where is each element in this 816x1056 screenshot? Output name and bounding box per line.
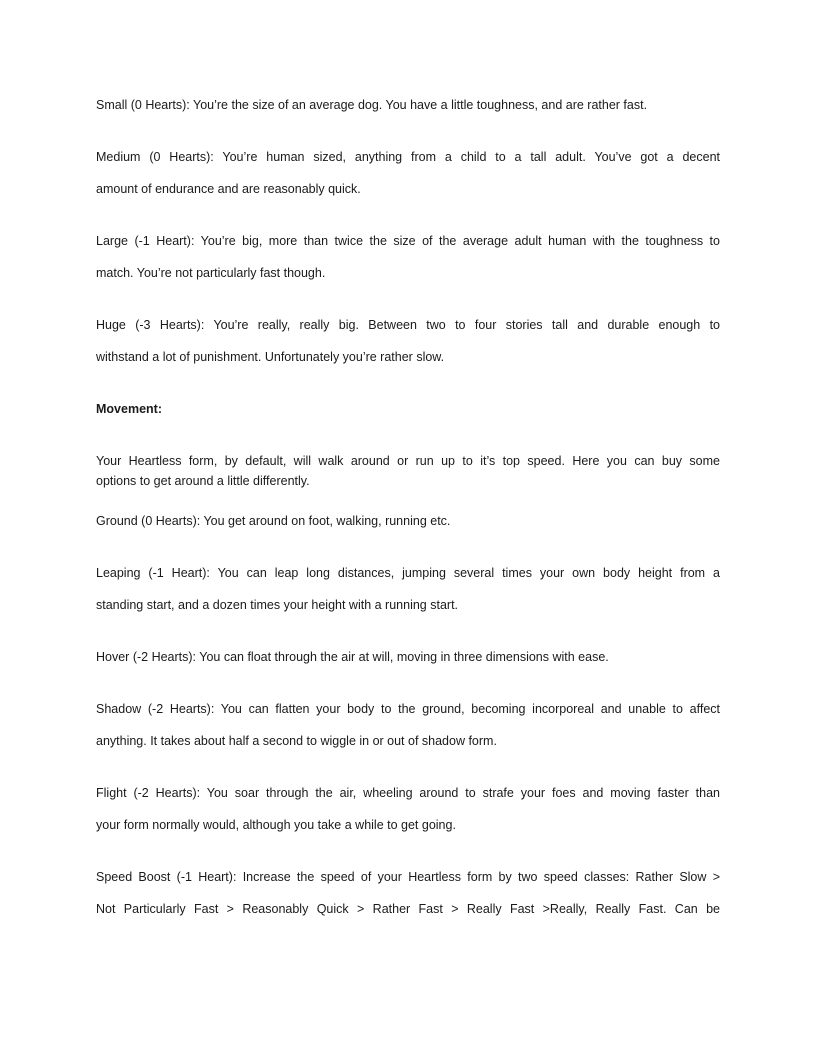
text-line: anything. It takes about half a second to wiggle in or out of shadow form. (96, 734, 497, 748)
text-line: your form normally would, although you take a while to get going. (96, 818, 456, 832)
text-line: Huge (-3 Hearts): You’re really, really big. Between two to four stories tall and durable enough to (96, 318, 720, 332)
heading-text: Movement: (96, 402, 162, 416)
movement-heading (96, 399, 720, 419)
movement-hover-paragraph (96, 647, 720, 667)
text-line: Small (0 Hearts): You’re the size of an average dog. You have a little toughness, and are rather fast. (96, 98, 648, 112)
text-line: Flight (-2 Hearts): You soar through the air, wheeling around to strafe your foes and moving faster than (96, 786, 720, 800)
movement-speed-boost-paragraph (96, 867, 720, 919)
text-line: Hover (-2 Hearts): You can float through the air at will, moving in three dimensions with ease. (96, 650, 609, 664)
text-line: Medium (0 Hearts): You’re human sized, anything from a child to a tall adult. You’ve got a decent (96, 150, 720, 164)
text-line: Leaping (-1 Heart): You can leap long distances, jumping several times your own body height from a (96, 566, 720, 580)
size-large-paragraph (96, 231, 720, 283)
movement-leaping-paragraph (96, 563, 720, 615)
text-line: options to get around a little differently. (96, 474, 310, 488)
text-line: Large (-1 Heart): You’re big, more than twice the size of the average adult human with the toughness to (96, 234, 720, 248)
movement-intro-paragraph (96, 451, 720, 491)
text-line: withstand a lot of punishment. Unfortunately you’re rather slow. (96, 350, 445, 364)
text-line: Not Particularly Fast > Reasonably Quick > Rather Fast > Really Fast >Really, Really Fast. Can be (96, 902, 720, 916)
movement-shadow-paragraph (96, 699, 720, 751)
text-line: Speed Boost (-1 Heart): Increase the speed of your Heartless form by two speed classes: Rather Slow > (96, 870, 720, 884)
text-line: Your Heartless form, by default, will walk around or run up to it’s top speed. Here you can buy some (96, 454, 720, 468)
text-line: standing start, and a dozen times your height with a running start. (96, 598, 459, 612)
size-medium-paragraph (96, 147, 720, 199)
text-line: Shadow (-2 Hearts): You can flatten your body to the ground, becoming incorporeal and unable to affect (96, 702, 720, 716)
text-line: Ground (0 Hearts): You get around on foot, walking, running etc. (96, 514, 451, 528)
size-small-paragraph (96, 95, 720, 115)
size-huge-paragraph (96, 315, 720, 367)
movement-ground-paragraph (96, 511, 720, 531)
text-line: amount of endurance and are reasonably quick. (96, 182, 361, 196)
movement-flight-paragraph (96, 783, 720, 835)
text-line: match. You’re not particularly fast though. (96, 266, 326, 280)
